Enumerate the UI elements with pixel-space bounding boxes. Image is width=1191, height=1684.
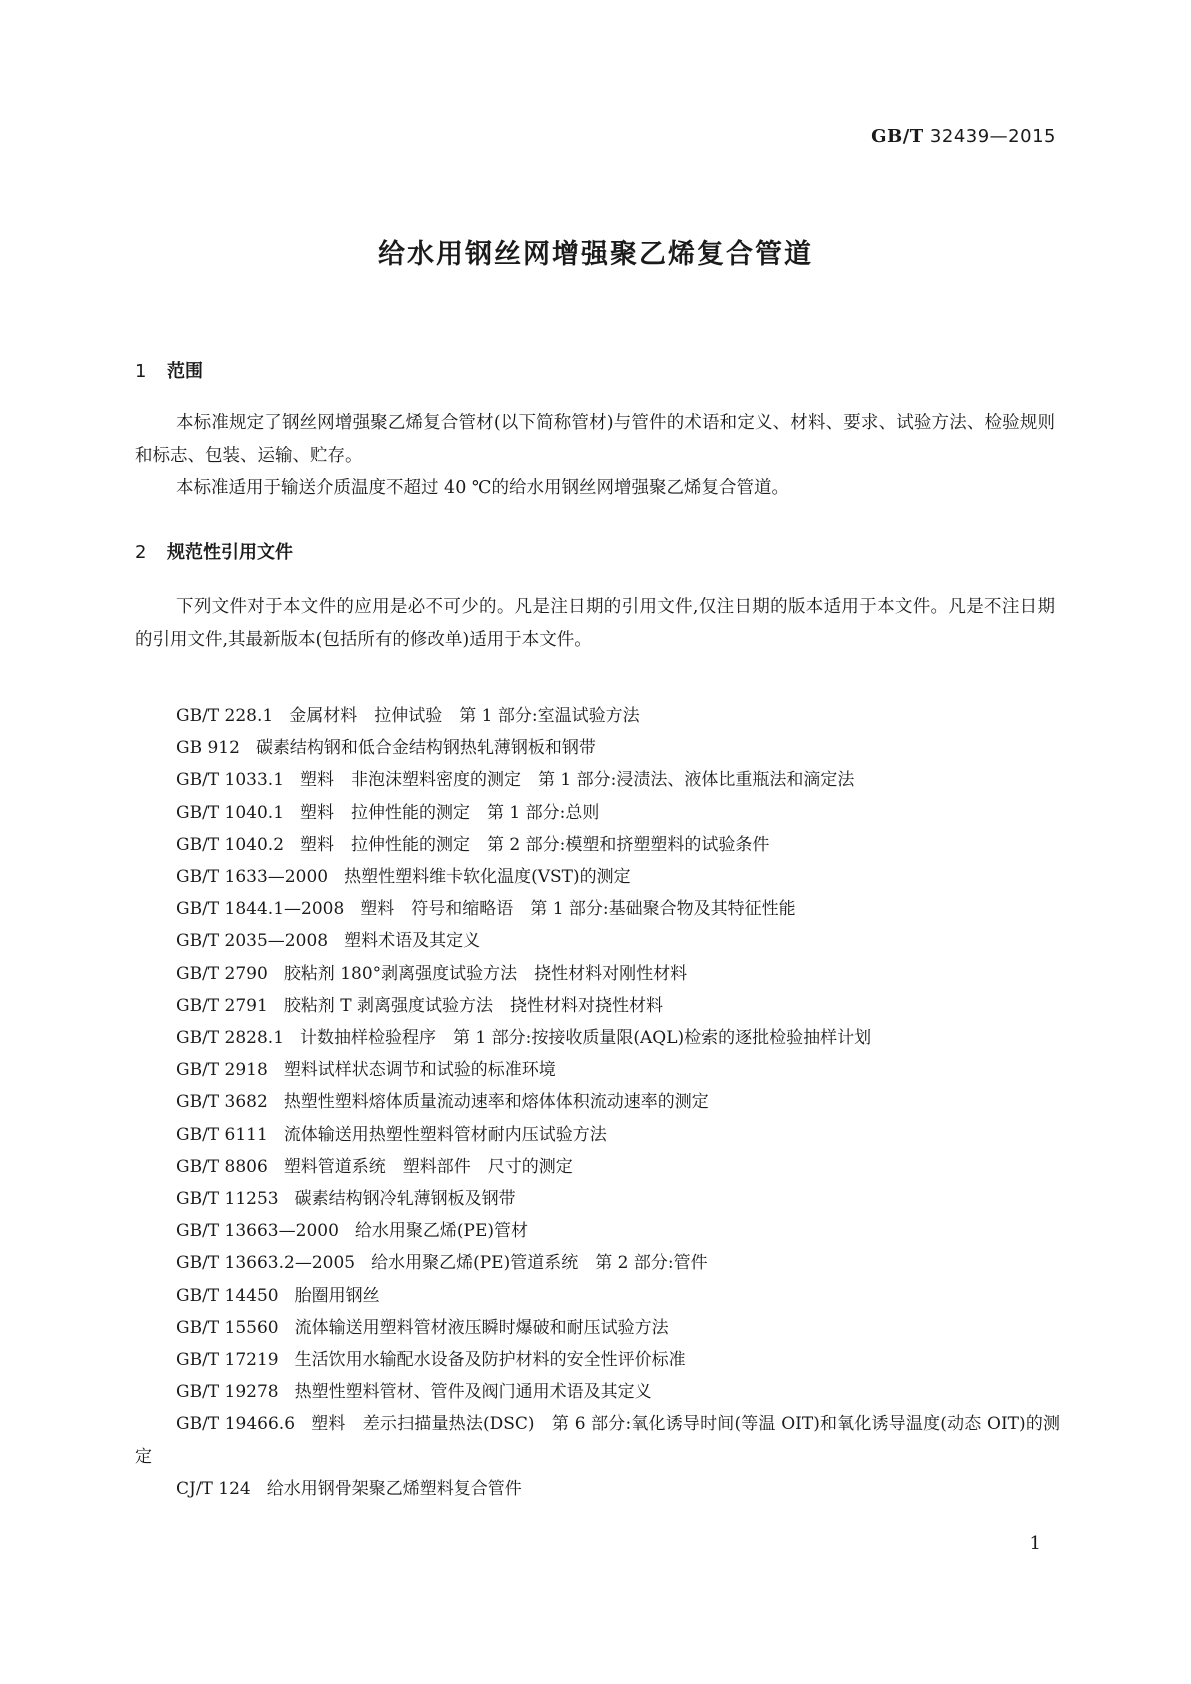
reference-code: GB/T 2791 — [176, 995, 268, 1016]
reference-code: GB/T 19466.6 — [176, 1414, 296, 1435]
reference-code: GB/T 1633—2000 — [176, 867, 329, 888]
reference-title: 胶粘剂 T 剥离强度试验方法 挠性材料对挠性材料 — [283, 995, 663, 1016]
reference-title: 金属材料 拉伸试验 第 1 部分:室温试验方法 — [289, 706, 640, 726]
reference-code: GB/T 1040.2 — [176, 834, 285, 855]
reference-item — [135, 861, 1060, 893]
section-1-paragraph-2: 本标准适用于输送介质温度不超过 40 ℃的给水用钢丝网增强聚乙烯复合管道。 — [176, 478, 789, 498]
reference-code: GB/T 1033.1 — [176, 770, 285, 791]
reference-title: 流体输送用塑料管材液压瞬时爆破和耐压试验方法 — [294, 1317, 669, 1338]
reference-item — [135, 958, 1060, 990]
reference-title: 塑料 非泡沫塑料密度的测定 第 1 部分:浸渍法、液体比重瓶法和滴定法 — [300, 770, 855, 791]
reference-title: 碳素结构钢和低合金结构钢热轧薄钢板和钢带 — [255, 738, 596, 759]
reference-item — [135, 1247, 1060, 1279]
standard-number: 32439—2015 — [929, 126, 1056, 147]
reference-code: GB/T 15560 — [176, 1317, 279, 1338]
reference-item — [135, 829, 1060, 861]
reference-title: 计数抽样检验程序 第 1 部分:按接收质量限(AQL)检索的逐批检验抽样计划 — [300, 1028, 872, 1049]
reference-item — [135, 797, 1060, 829]
reference-code: GB 912 — [176, 738, 240, 759]
reference-item — [135, 1215, 1060, 1247]
reference-title: 热塑性塑料维卡软化温度(VST)的测定 — [344, 867, 631, 888]
section-1-number: 1 — [135, 361, 147, 382]
reference-title: 塑料 拉伸性能的测定 第 1 部分:总则 — [300, 802, 600, 823]
reference-code: GB/T 2828.1 — [176, 1028, 285, 1049]
reference-title: 碳素结构钢冷轧薄钢板及钢带 — [294, 1189, 516, 1210]
reference-title: 塑料试样状态调节和试验的标准环境 — [283, 1060, 556, 1081]
reference-code: GB/T 8806 — [176, 1156, 268, 1177]
reference-code: CJ/T 124 — [176, 1478, 251, 1499]
page-number: 1 — [1029, 1533, 1041, 1554]
reference-code: GB/T 3682 — [176, 1092, 268, 1113]
reference-title: 胶粘剂 180°剥离强度试验方法 挠性材料对刚性材料 — [283, 963, 688, 984]
reference-title: 给水用钢骨架聚乙烯塑料复合管件 — [266, 1478, 522, 1499]
reference-title: 给水用聚乙烯(PE)管道系统 第 2 部分:管件 — [371, 1253, 708, 1274]
reference-item — [135, 1312, 1060, 1344]
reference-item — [135, 1473, 1060, 1505]
reference-title: 热塑性塑料熔体质量流动速率和熔体体积流动速率的测定 — [283, 1092, 709, 1113]
reference-item — [135, 764, 1060, 796]
reference-code: GB/T 13663—2000 — [176, 1221, 339, 1242]
reference-title: 塑料管道系统 塑料部件 尺寸的测定 — [283, 1156, 573, 1177]
reference-item — [135, 1280, 1060, 1312]
reference-item — [135, 1183, 1060, 1215]
reference-item — [135, 1376, 1060, 1408]
reference-code: GB/T 2035—2008 — [176, 931, 329, 952]
document-title: 给水用钢丝网增强聚乙烯复合管道 — [378, 239, 813, 270]
section-2-intro: 下列文件对于本文件的应用是必不可少的。凡是注日期的引用文件,仅注日期的版本适用于本文件。凡是不注日期的引用文件,其最新版本(包括所有的修改单)适用于本文件。 — [135, 597, 1055, 650]
reference-code: GB/T 2918 — [176, 1060, 268, 1081]
section-2-heading — [135, 538, 293, 564]
reference-code: GB/T 17219 — [176, 1350, 279, 1371]
reference-title: 给水用聚乙烯(PE)管材 — [354, 1221, 529, 1242]
standard-prefix: GB/T — [871, 126, 924, 147]
reference-code: GB/T 1040.1 — [176, 802, 285, 823]
section-2-number: 2 — [135, 542, 147, 563]
section-1-paragraph-1: 本标准规定了钢丝网增强聚乙烯复合管材(以下简称管材)与管件的术语和定义、材料、要求、试验方法、检验规则和标志、包装、运输、贮存。 — [135, 413, 1055, 466]
reference-list — [135, 700, 1060, 1505]
reference-item — [135, 1086, 1060, 1118]
reference-code: GB/T 1844.1—2008 — [176, 899, 345, 920]
reference-item — [135, 1054, 1060, 1086]
reference-title: 胎圈用钢丝 — [294, 1285, 380, 1306]
reference-title: 塑料术语及其定义 — [344, 931, 481, 952]
reference-item — [135, 1022, 1060, 1054]
reference-title: 流体输送用热塑性塑料管材耐内压试验方法 — [283, 1124, 607, 1145]
reference-item — [135, 1344, 1060, 1376]
section-1-heading — [135, 357, 203, 383]
reference-code: GB/T 13663.2—2005 — [176, 1253, 356, 1274]
section-2-title: 规范性引用文件 — [167, 542, 293, 563]
reference-code: GB/T 228.1 — [176, 706, 274, 726]
reference-item — [135, 893, 1060, 925]
reference-item — [135, 925, 1060, 957]
reference-item — [135, 700, 1060, 732]
reference-item — [135, 732, 1060, 764]
reference-title: 热塑性塑料管材、管件及阀门通用术语及其定义 — [294, 1382, 652, 1403]
reference-item — [135, 1151, 1060, 1183]
reference-item — [135, 1408, 1060, 1472]
reference-title: 生活饮用水输配水设备及防护材料的安全性评价标准 — [294, 1350, 686, 1371]
reference-code: GB/T 2790 — [176, 963, 268, 984]
reference-code: GB/T 11253 — [176, 1189, 279, 1210]
reference-code: GB/T 14450 — [176, 1285, 279, 1306]
standard-code — [871, 126, 1056, 147]
reference-code: GB/T 6111 — [176, 1124, 268, 1145]
reference-item — [135, 1119, 1060, 1151]
reference-title: 塑料 符号和缩略语 第 1 部分:基础聚合物及其特征性能 — [360, 899, 796, 920]
reference-title: 塑料 差示扫描量热法(DSC) 第 6 部分:氧化诱导时间(等温 OIT)和氧化诱导温度(动态 OIT)的测定 — [135, 1414, 1061, 1467]
reference-item — [135, 990, 1060, 1022]
section-1-title: 范围 — [167, 361, 203, 382]
reference-title: 塑料 拉伸性能的测定 第 2 部分:模塑和挤塑塑料的试验条件 — [300, 834, 770, 855]
reference-code: GB/T 19278 — [176, 1382, 279, 1403]
